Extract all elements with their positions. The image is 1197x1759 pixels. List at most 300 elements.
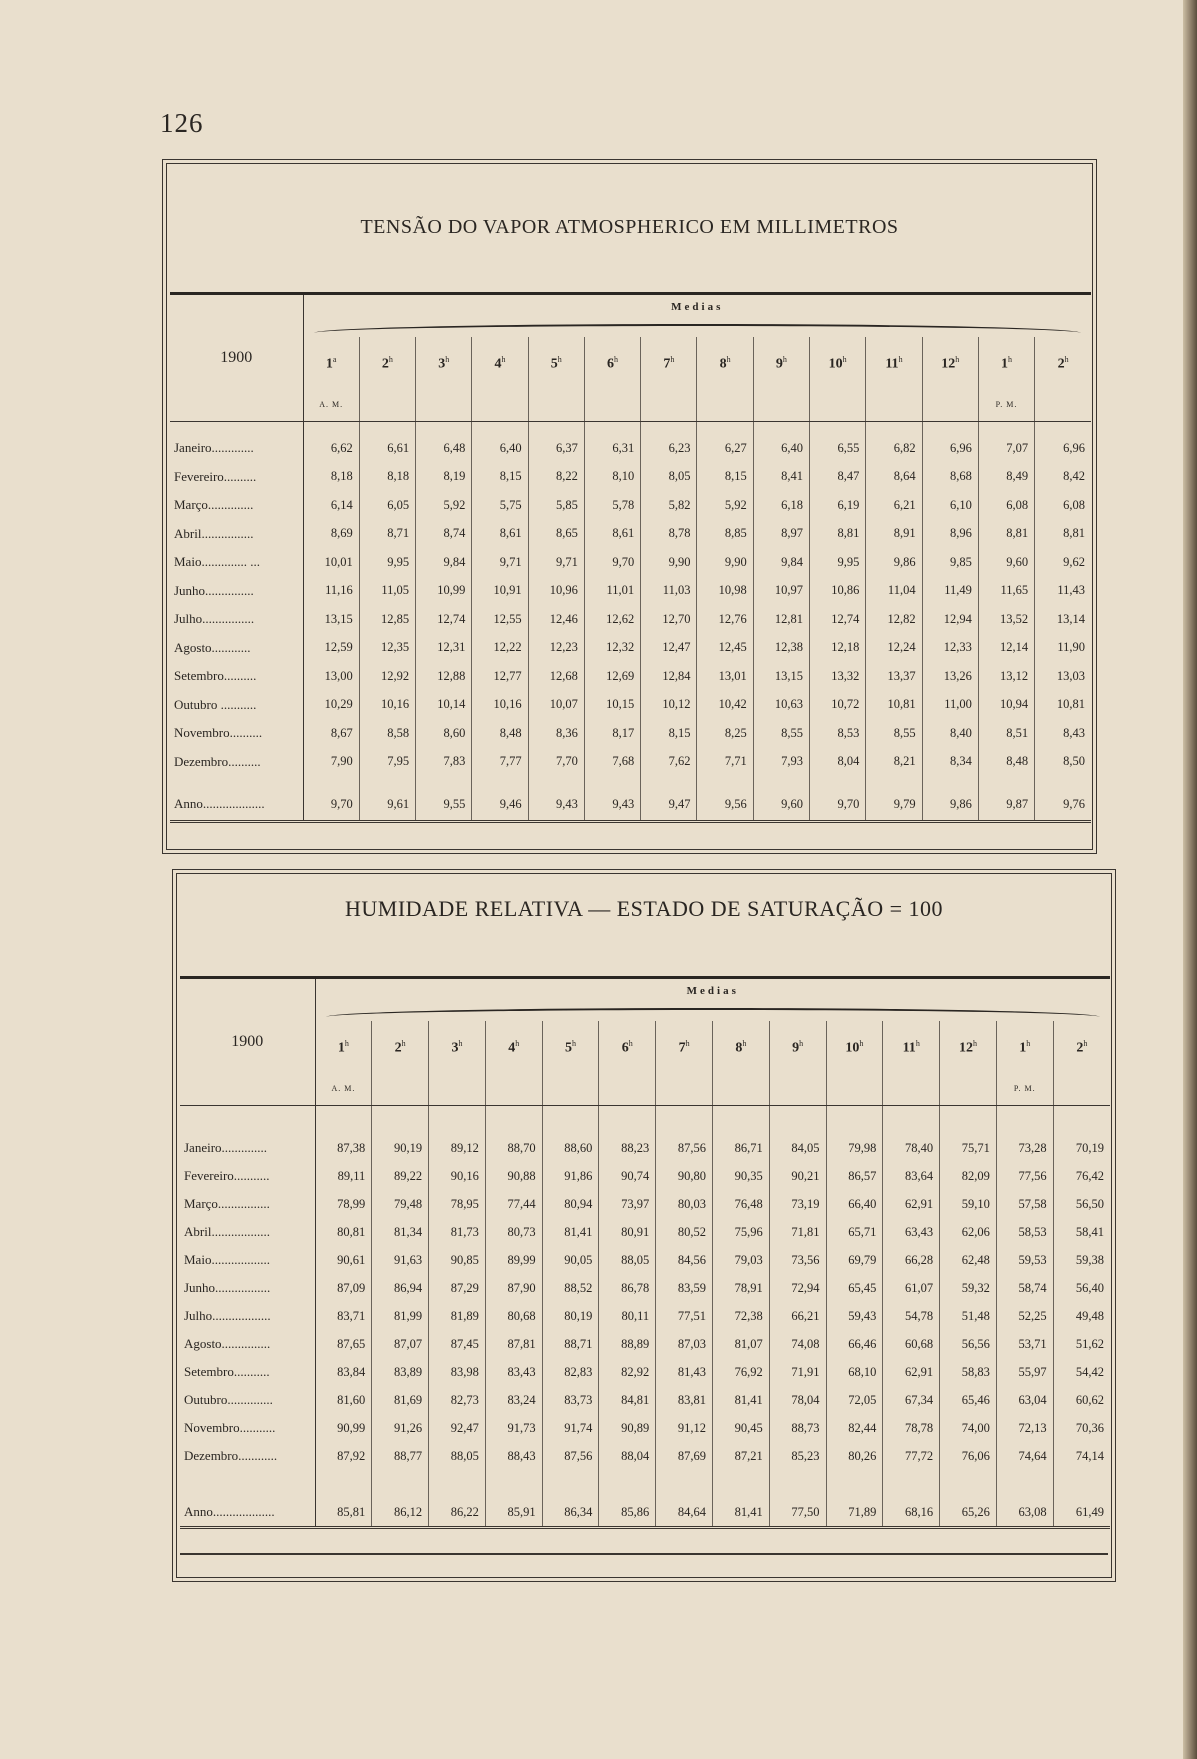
value-cell: 66,40 (826, 1190, 883, 1218)
value-cell: 8,74 (416, 520, 472, 549)
value-cell: 9,62 (1035, 548, 1091, 577)
value-cell: 8,48 (978, 748, 1034, 777)
value-cell: 65,45 (826, 1274, 883, 1302)
hour-suffix: h (458, 1039, 463, 1048)
value-cell: 10,94 (978, 691, 1034, 720)
annual-value: 9,70 (303, 788, 359, 822)
value-cell: 65,71 (826, 1218, 883, 1246)
spacer-cell (359, 776, 415, 788)
value-cell: 10,42 (697, 691, 753, 720)
value-cell: 13,52 (978, 605, 1034, 634)
value-cell: 53,71 (996, 1330, 1053, 1358)
value-cell: 88,52 (542, 1274, 599, 1302)
value-cell: 11,05 (359, 577, 415, 606)
value-cell: 72,94 (769, 1274, 826, 1302)
value-cell: 77,44 (485, 1190, 542, 1218)
value-cell: 88,89 (599, 1330, 656, 1358)
annual-value: 9,55 (416, 788, 472, 822)
value-cell: 54,78 (883, 1302, 940, 1330)
value-cell: 6,62 (303, 434, 359, 463)
spacer-cell (922, 776, 978, 788)
value-cell: 83,89 (372, 1358, 429, 1386)
value-cell: 76,42 (1053, 1162, 1110, 1190)
hour-suffix: a (332, 355, 337, 364)
hour-suffix: h (1026, 1039, 1031, 1048)
value-cell: 70,36 (1053, 1414, 1110, 1442)
value-cell: 83,73 (542, 1386, 599, 1414)
value-cell: 8,15 (472, 463, 528, 492)
vapor-tension-title: TENSÃO DO VAPOR ATMOSPHERICO EM MILLIMETROS (360, 216, 899, 238)
table-row (180, 1358, 1110, 1386)
value-cell: 12,70 (641, 605, 697, 634)
annual-value: 85,91 (485, 1498, 542, 1528)
value-cell: 87,03 (656, 1330, 713, 1358)
hour-number: 5 (550, 356, 558, 372)
hour-header (485, 1021, 542, 1106)
hour-number: 2 (1076, 1040, 1084, 1056)
value-cell: 87,09 (315, 1274, 372, 1302)
value-cell: 56,40 (1053, 1274, 1110, 1302)
value-cell: 73,56 (769, 1246, 826, 1274)
value-cell: 87,21 (712, 1442, 769, 1470)
value-cell: 8,97 (753, 520, 809, 549)
hour-number: 2 (394, 1040, 402, 1056)
value-cell: 8,05 (641, 463, 697, 492)
table-row (180, 1246, 1110, 1274)
value-cell: 83,98 (429, 1358, 486, 1386)
value-cell: 90,89 (599, 1414, 656, 1442)
hour-suffix: h (614, 355, 619, 364)
table-row (170, 491, 1091, 520)
value-cell: 82,44 (826, 1414, 883, 1442)
annual-value: 85,81 (315, 1498, 372, 1528)
spacer-cell (826, 1106, 883, 1135)
hour-number: 1 (337, 1040, 345, 1056)
month-label: Março................ (180, 1190, 315, 1218)
value-cell: 80,52 (656, 1218, 713, 1246)
value-cell: 92,47 (429, 1414, 486, 1442)
hour-number: 6 (621, 1040, 629, 1056)
brace-icon (314, 324, 1082, 333)
spacer-cell (542, 1470, 599, 1498)
value-cell: 10,81 (1035, 691, 1091, 720)
hour-number: 11 (902, 1040, 916, 1056)
value-cell: 59,43 (826, 1302, 883, 1330)
value-cell: 10,14 (416, 691, 472, 720)
hour-suffix: h (344, 1039, 349, 1048)
month-label: Novembro........... (180, 1414, 315, 1442)
value-cell: 8,81 (810, 520, 866, 549)
value-cell: 9,71 (472, 548, 528, 577)
value-cell: 8,10 (584, 463, 640, 492)
value-cell: 90,85 (429, 1246, 486, 1274)
spacer-cell (940, 1106, 997, 1135)
value-cell: 7,70 (528, 748, 584, 777)
value-cell: 9,60 (978, 548, 1034, 577)
value-cell: 49,48 (1053, 1302, 1110, 1330)
value-cell: 12,77 (472, 662, 528, 691)
month-label: Setembro.......... (170, 662, 303, 691)
hour-number: 8 (719, 356, 727, 372)
annual-value: 85,86 (599, 1498, 656, 1528)
value-cell: 8,43 (1035, 719, 1091, 748)
month-label: Fevereiro.......... (170, 463, 303, 492)
value-cell: 90,80 (656, 1162, 713, 1190)
hour-number: 10 (845, 1040, 860, 1056)
hour-number: 7 (678, 1040, 686, 1056)
month-label: Abril................ (170, 520, 303, 549)
value-cell: 79,03 (712, 1246, 769, 1274)
hour-header (1053, 1021, 1110, 1106)
annual-value: 9,47 (641, 788, 697, 822)
value-cell: 5,75 (472, 491, 528, 520)
spacer-cell (472, 422, 528, 435)
value-cell: 5,92 (416, 491, 472, 520)
spacer-cell (542, 1106, 599, 1135)
value-cell: 5,82 (641, 491, 697, 520)
value-cell: 62,91 (883, 1358, 940, 1386)
hour-header (922, 337, 978, 422)
value-cell: 73,28 (996, 1134, 1053, 1162)
hour-number: 1 (1001, 356, 1009, 372)
value-cell: 89,99 (485, 1246, 542, 1274)
spacer-cell (303, 776, 359, 788)
spacer-cell (315, 1470, 372, 1498)
value-cell: 87,65 (315, 1330, 372, 1358)
hour-suffix: h (628, 1039, 633, 1048)
hour-header (883, 1021, 940, 1106)
spacer-cell (180, 1470, 315, 1498)
annual-value: 9,46 (472, 788, 528, 822)
hour-header (996, 1021, 1053, 1106)
value-cell: 12,84 (641, 662, 697, 691)
annual-value: 9,70 (810, 788, 866, 822)
spacer-cell (641, 776, 697, 788)
value-cell: 76,06 (940, 1442, 997, 1470)
value-cell: 81,43 (656, 1358, 713, 1386)
annual-row (180, 1498, 1110, 1528)
value-cell: 8,96 (922, 520, 978, 549)
value-cell: 81,41 (542, 1218, 599, 1246)
value-cell: 83,84 (315, 1358, 372, 1386)
value-cell: 12,74 (810, 605, 866, 634)
value-cell: 8,81 (1035, 520, 1091, 549)
value-cell: 91,86 (542, 1162, 599, 1190)
spacer-cell (485, 1106, 542, 1135)
hour-header (712, 1021, 769, 1106)
spacer-cell (599, 1106, 656, 1135)
hour-header (359, 337, 415, 422)
value-cell: 12,47 (641, 634, 697, 663)
table-row (170, 463, 1091, 492)
value-cell: 86,78 (599, 1274, 656, 1302)
value-cell: 77,56 (996, 1162, 1053, 1190)
hour-header (584, 337, 640, 422)
value-cell: 8,40 (922, 719, 978, 748)
value-cell: 7,77 (472, 748, 528, 777)
month-label: Outubro.............. (180, 1386, 315, 1414)
value-cell: 10,29 (303, 691, 359, 720)
value-cell: 12,45 (697, 634, 753, 663)
spacer-cell (1053, 1470, 1110, 1498)
value-cell: 10,16 (359, 691, 415, 720)
value-cell: 87,29 (429, 1274, 486, 1302)
hour-suffix: h (685, 1039, 690, 1048)
value-cell: 8,47 (810, 463, 866, 492)
value-cell: 78,78 (883, 1414, 940, 1442)
value-cell: 8,60 (416, 719, 472, 748)
hour-number: 2 (381, 356, 389, 372)
hour-suffix: h (557, 355, 562, 364)
value-cell: 90,35 (712, 1162, 769, 1190)
value-cell: 8,85 (697, 520, 753, 549)
value-cell: 12,76 (697, 605, 753, 634)
value-cell: 9,86 (866, 548, 922, 577)
annual-value: 86,34 (542, 1498, 599, 1528)
value-cell: 86,57 (826, 1162, 883, 1190)
value-cell: 13,01 (697, 662, 753, 691)
table-row (170, 634, 1091, 663)
value-cell: 52,25 (996, 1302, 1053, 1330)
value-cell: 81,73 (429, 1218, 486, 1246)
spacer-cell (528, 422, 584, 435)
hour-header (656, 1021, 713, 1106)
spacer-cell (697, 422, 753, 435)
value-cell: 89,11 (315, 1162, 372, 1190)
relative-humidity-title: HUMIDADE RELATIVA — ESTADO DE SATURAÇÃO = 100 (344, 896, 944, 921)
value-cell: 66,46 (826, 1330, 883, 1358)
value-cell: 88,71 (542, 1330, 599, 1358)
value-cell: 6,40 (472, 434, 528, 463)
value-cell: 13,32 (810, 662, 866, 691)
value-cell: 5,78 (584, 491, 640, 520)
value-cell: 11,01 (584, 577, 640, 606)
value-cell: 82,83 (542, 1358, 599, 1386)
spacer-cell (769, 1470, 826, 1498)
value-cell: 11,03 (641, 577, 697, 606)
value-cell: 74,64 (996, 1442, 1053, 1470)
hour-suffix: h (799, 1039, 804, 1048)
month-label: Setembro........... (180, 1358, 315, 1386)
month-label: Março.............. (170, 491, 303, 520)
value-cell: 90,05 (542, 1246, 599, 1274)
value-cell: 6,96 (1035, 434, 1091, 463)
spacer-cell (996, 1470, 1053, 1498)
value-cell: 8,17 (584, 719, 640, 748)
spacer-cell (180, 1106, 315, 1135)
annual-value: 81,41 (712, 1498, 769, 1528)
medias-header (303, 294, 1091, 338)
value-cell: 9,84 (753, 548, 809, 577)
value-cell: 81,60 (315, 1386, 372, 1414)
spacer-cell (416, 422, 472, 435)
value-cell: 6,27 (697, 434, 753, 463)
value-cell: 91,26 (372, 1414, 429, 1442)
month-label: Janeiro............. (170, 434, 303, 463)
hour-suffix: h (515, 1039, 520, 1048)
value-cell: 74,08 (769, 1330, 826, 1358)
value-cell: 12,32 (584, 634, 640, 663)
value-cell: 78,99 (315, 1190, 372, 1218)
value-cell: 77,51 (656, 1302, 713, 1330)
value-cell: 88,73 (769, 1414, 826, 1442)
hour-number: 6 (607, 356, 615, 372)
value-cell: 55,97 (996, 1358, 1053, 1386)
value-cell: 82,92 (599, 1358, 656, 1386)
value-cell: 62,91 (883, 1190, 940, 1218)
value-cell: 10,16 (472, 691, 528, 720)
value-cell: 12,85 (359, 605, 415, 634)
value-cell: 12,31 (416, 634, 472, 663)
table-row (170, 605, 1091, 634)
spacer-cell (978, 776, 1034, 788)
month-label: Janeiro.............. (180, 1134, 315, 1162)
value-cell: 58,83 (940, 1358, 997, 1386)
meridiem-label: A. M. (319, 400, 344, 409)
value-cell: 87,56 (656, 1134, 713, 1162)
value-cell: 87,38 (315, 1134, 372, 1162)
value-cell: 11,04 (866, 577, 922, 606)
value-cell: 8,71 (359, 520, 415, 549)
value-cell: 88,70 (485, 1134, 542, 1162)
value-cell: 7,83 (416, 748, 472, 777)
value-cell: 87,69 (656, 1442, 713, 1470)
table-row (170, 548, 1091, 577)
value-cell: 6,31 (584, 434, 640, 463)
hour-suffix: h (726, 355, 731, 364)
value-cell: 8,48 (472, 719, 528, 748)
value-cell: 90,61 (315, 1246, 372, 1274)
hour-number: 1 (1019, 1040, 1027, 1056)
spacer-cell (940, 1470, 997, 1498)
value-cell: 83,59 (656, 1274, 713, 1302)
spacer-cell (599, 1470, 656, 1498)
value-cell: 8,65 (528, 520, 584, 549)
value-cell: 8,69 (303, 520, 359, 549)
value-cell: 82,73 (429, 1386, 486, 1414)
spacer-cell (372, 1470, 429, 1498)
value-cell: 9,70 (584, 548, 640, 577)
value-cell: 59,10 (940, 1190, 997, 1218)
value-cell: 90,16 (429, 1162, 486, 1190)
value-cell: 8,49 (978, 463, 1034, 492)
value-cell: 8,61 (584, 520, 640, 549)
value-cell: 8,67 (303, 719, 359, 748)
value-cell: 65,46 (940, 1386, 997, 1414)
table-row (180, 1274, 1110, 1302)
table-row (180, 1218, 1110, 1246)
hour-number: 11 (885, 356, 899, 372)
value-cell: 8,34 (922, 748, 978, 777)
value-cell: 62,06 (940, 1218, 997, 1246)
hour-header (1035, 337, 1091, 422)
value-cell: 83,24 (485, 1386, 542, 1414)
value-cell: 80,94 (542, 1190, 599, 1218)
value-cell: 62,48 (940, 1246, 997, 1274)
spacer-cell (922, 422, 978, 435)
hour-suffix: h (842, 355, 847, 364)
spacer-cell (697, 776, 753, 788)
spacer-cell (712, 1470, 769, 1498)
spacer-cell (1035, 422, 1091, 435)
hour-number: 9 (775, 356, 783, 372)
value-cell: 13,12 (978, 662, 1034, 691)
table-row (180, 1162, 1110, 1190)
value-cell: 87,90 (485, 1274, 542, 1302)
annual-row (170, 788, 1091, 822)
value-cell: 9,90 (697, 548, 753, 577)
value-cell: 90,99 (315, 1414, 372, 1442)
value-cell: 6,08 (978, 491, 1034, 520)
spacer-cell (416, 776, 472, 788)
annual-value: 77,50 (769, 1498, 826, 1528)
month-label: Maio.................. (180, 1246, 315, 1274)
value-cell: 8,81 (978, 520, 1034, 549)
value-cell: 9,71 (528, 548, 584, 577)
hour-header (429, 1021, 486, 1106)
value-cell: 6,18 (753, 491, 809, 520)
hour-header (697, 337, 753, 422)
value-cell: 5,85 (528, 491, 584, 520)
value-cell: 74,00 (940, 1414, 997, 1442)
hour-number: 4 (494, 356, 502, 372)
month-label: Julho.................. (180, 1302, 315, 1330)
month-label: Agosto............... (180, 1330, 315, 1358)
value-cell: 80,91 (599, 1218, 656, 1246)
value-cell: 69,79 (826, 1246, 883, 1274)
hour-header (416, 337, 472, 422)
value-cell: 10,86 (810, 577, 866, 606)
value-cell: 8,55 (753, 719, 809, 748)
hour-header (472, 337, 528, 422)
value-cell: 6,21 (866, 491, 922, 520)
spacer-cell (866, 776, 922, 788)
value-cell: 56,50 (1053, 1190, 1110, 1218)
value-cell: 13,03 (1035, 662, 1091, 691)
hour-header (315, 1021, 372, 1106)
table-row (180, 1302, 1110, 1330)
value-cell: 7,95 (359, 748, 415, 777)
value-cell: 91,73 (485, 1414, 542, 1442)
value-cell: 13,26 (922, 662, 978, 691)
spacer-cell (429, 1470, 486, 1498)
hour-suffix: h (445, 355, 450, 364)
value-cell: 71,91 (769, 1358, 826, 1386)
value-cell: 74,14 (1053, 1442, 1110, 1470)
value-cell: 7,68 (584, 748, 640, 777)
table-row (180, 1134, 1110, 1162)
value-cell: 12,33 (922, 634, 978, 663)
value-cell: 10,12 (641, 691, 697, 720)
month-label: Junho................. (180, 1274, 315, 1302)
value-cell: 12,81 (753, 605, 809, 634)
value-cell: 5,92 (697, 491, 753, 520)
hour-suffix: h (915, 1039, 920, 1048)
value-cell: 59,53 (996, 1246, 1053, 1274)
value-cell: 86,94 (372, 1274, 429, 1302)
spacer-cell (584, 422, 640, 435)
value-cell: 6,19 (810, 491, 866, 520)
value-cell: 11,65 (978, 577, 1034, 606)
table-row (170, 434, 1091, 463)
month-label: Fevereiro........... (180, 1162, 315, 1190)
value-cell: 78,40 (883, 1134, 940, 1162)
value-cell: 73,97 (599, 1190, 656, 1218)
hour-header (542, 1021, 599, 1106)
value-cell: 8,18 (303, 463, 359, 492)
value-cell: 83,43 (485, 1358, 542, 1386)
hour-number: 5 (565, 1040, 573, 1056)
